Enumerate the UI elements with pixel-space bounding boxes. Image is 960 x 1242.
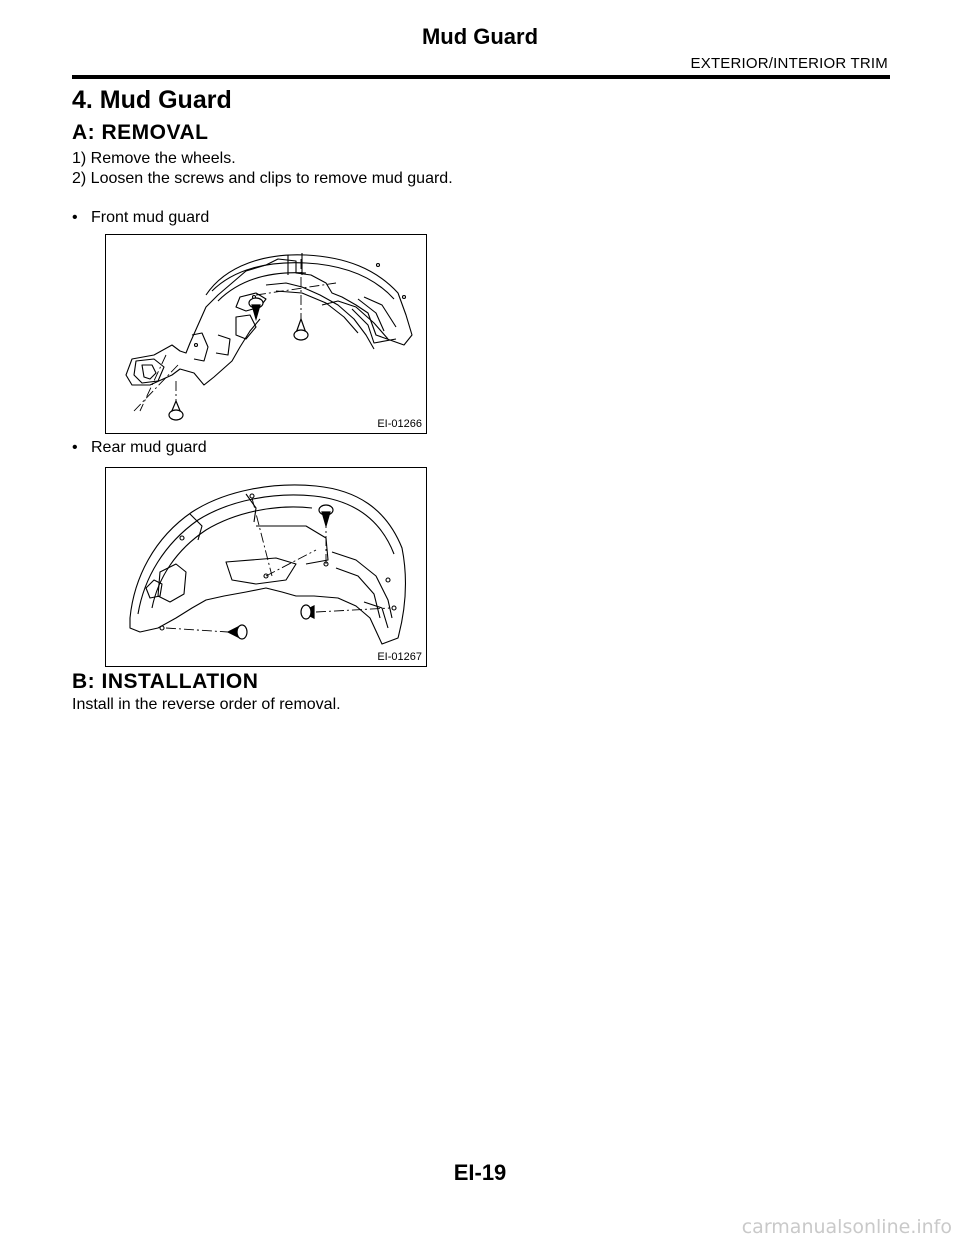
rear-mud-guard-drawing (106, 468, 426, 666)
installation-text: Install in the reverse order of removal. (72, 696, 341, 713)
figure-rear-code: EI-01267 (377, 651, 422, 663)
step-2: 2) Loosen the screws and clips to remove mud guard. (72, 170, 453, 187)
figure-front-code: EI-01266 (377, 418, 422, 430)
figure-rear-mud-guard (105, 467, 427, 667)
section-title: EXTERIOR/INTERIOR TRIM (690, 55, 888, 72)
page-number: EI-19 (453, 1160, 507, 1185)
watermark: carmanualsonline.info (741, 1216, 952, 1238)
bullet-icon: • (72, 439, 78, 456)
front-mud-guard-drawing (106, 235, 426, 433)
bullet-front (72, 208, 209, 228)
removal-heading: A: REMOVAL (72, 121, 209, 144)
bullet-rear-label: Rear mud guard (91, 439, 207, 456)
installation-heading: B: INSTALLATION (72, 670, 259, 693)
header-rule (72, 75, 890, 79)
chapter-heading: 4. Mud Guard (72, 86, 232, 114)
step-1: 1) Remove the wheels. (72, 150, 236, 167)
bullet-icon: • (72, 209, 78, 226)
figure-front-mud-guard (105, 234, 427, 434)
bullet-rear (72, 438, 207, 458)
page-header-title: Mud Guard (421, 24, 539, 49)
bullet-front-label: Front mud guard (91, 209, 210, 226)
